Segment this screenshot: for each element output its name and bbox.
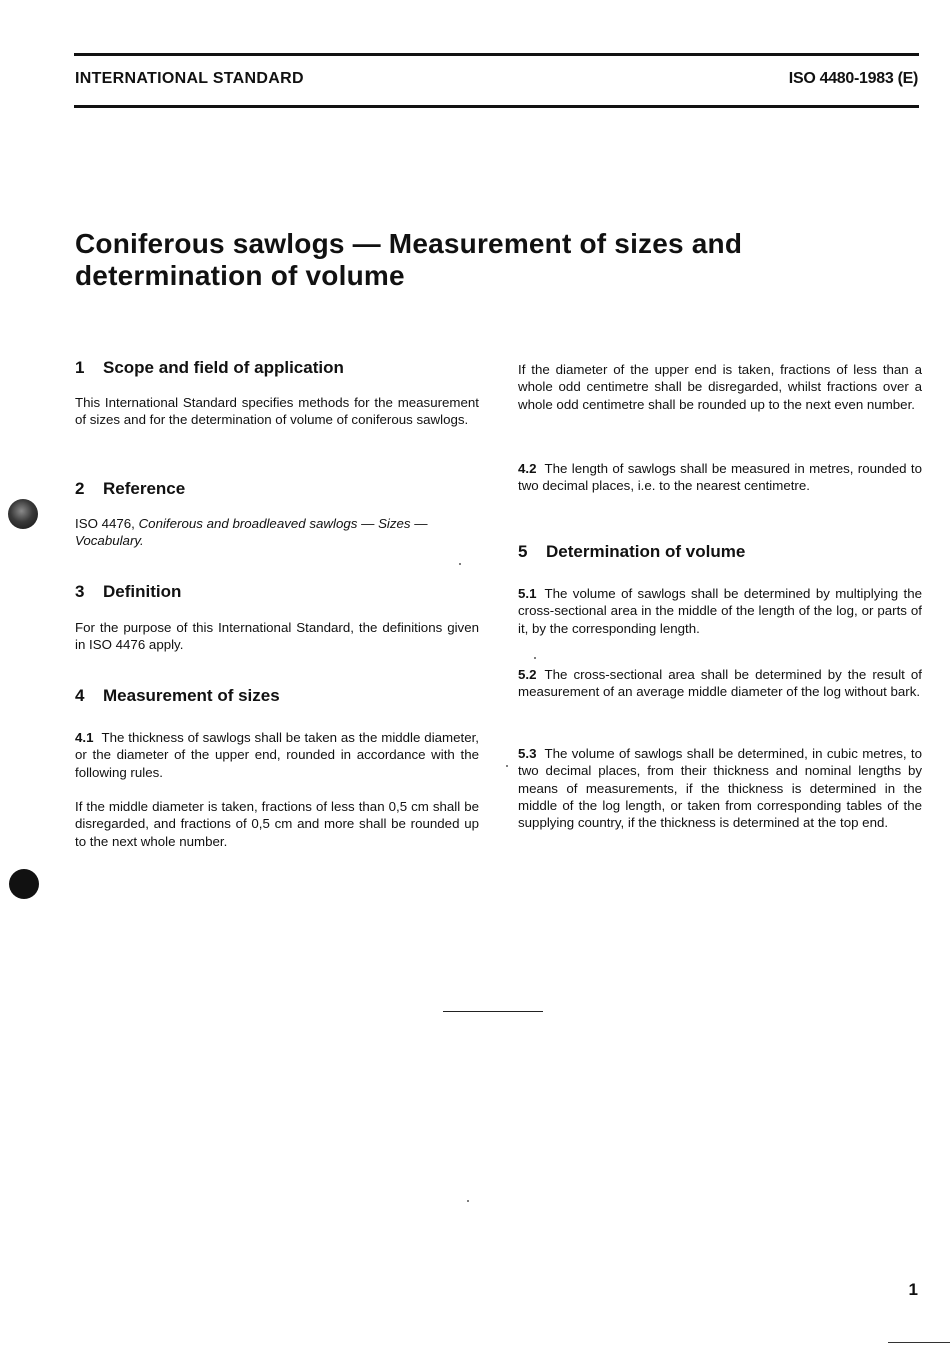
section-5-title: Determination of volume xyxy=(546,542,746,561)
section-3-text: For the purpose of this International Standard, the definitions given in ISO 4476 apply. xyxy=(75,620,479,653)
section-2-reference xyxy=(75,515,479,550)
clause-4-2-number: 4.2 xyxy=(518,461,537,476)
clause-4-1-text: The thickness of sawlogs shall be taken as the middle diameter, or the diameter of the upper end, rounded in accordance with the following rules. xyxy=(75,730,479,780)
reference-title: Coniferous and broadleaved sawlogs — Sizes — Vocabulary. xyxy=(75,516,428,549)
section-4-heading xyxy=(75,686,280,706)
clause-5-2-text: The cross-sectional area shall be determined by the result of measurement of an average middle diameter of the log without bark. xyxy=(518,667,922,700)
clause-5-3-number: 5.3 xyxy=(518,746,537,761)
clause-4-2 xyxy=(518,460,922,495)
header-bottom-rule xyxy=(74,105,919,108)
end-of-text-rule xyxy=(443,1011,543,1012)
page-number: 1 xyxy=(908,1280,918,1299)
standard-number: ISO 4480-1983 (E) xyxy=(788,70,918,87)
section-2-title: Reference xyxy=(103,479,186,498)
section-4-number: 4 xyxy=(75,686,85,705)
clause-5-1-number: 5.1 xyxy=(518,586,537,601)
section-1-number: 1 xyxy=(75,358,85,377)
clause-4-1 xyxy=(75,729,479,781)
page-title: Coniferous sawlogs — Measurement of sizes and determination of volume xyxy=(75,228,743,291)
section-3-number: 3 xyxy=(75,582,85,601)
section-5-number: 5 xyxy=(518,542,528,561)
section-2-number: 2 xyxy=(75,479,85,498)
section-2-heading xyxy=(75,479,185,499)
upper-diameter-rule: If the diameter of the upper end is taken, fractions of less than a whole odd centimetre shall be disregarded, whilst fractions over a whole odd centimetre shall be rounded up to the next even number. xyxy=(518,362,922,412)
punch-hole-top xyxy=(8,499,38,529)
section-3-heading xyxy=(75,582,181,602)
clause-5-1-text: The volume of sawlogs shall be determined by multiplying the cross-sectional area in the middle of the length of the log, or parts of it, by the corresponding length. xyxy=(518,586,922,636)
clause-5-1 xyxy=(518,585,922,637)
header-top-rule xyxy=(74,53,919,56)
scan-speck xyxy=(534,657,536,659)
scan-speck xyxy=(506,765,508,767)
section-3-title: Definition xyxy=(103,582,182,601)
document-type-label: INTERNATIONAL STANDARD xyxy=(75,70,304,87)
middle-diameter-rule: If the middle diameter is taken, fractions of less than 0,5 cm shall be disregarded, and fractions of 0,5 cm and more shall be rounded up to the next whole number. xyxy=(75,799,479,849)
clause-5-2-number: 5.2 xyxy=(518,667,537,682)
section-1-text: This International Standard specifies methods for the measurement of sizes and for the determination of volume of coniferous sawlogs. xyxy=(75,395,479,428)
section-1-title: Scope and field of application xyxy=(103,358,344,377)
punch-hole-bottom xyxy=(9,869,39,899)
clause-5-2 xyxy=(518,666,922,701)
clause-5-3 xyxy=(518,745,922,831)
clause-5-3-text: The volume of sawlogs shall be determined, in cubic metres, to two decimal places, from their thickness and nominal lengths by means of measurements, if the thickness is determined in the middle of the log length, or taken from corresponding tables of the supplying country, if the thickness is determined at the top end. xyxy=(518,746,922,831)
section-5-heading xyxy=(518,542,745,562)
page-edge-rule xyxy=(888,1342,950,1343)
section-4-title: Measurement of sizes xyxy=(103,686,280,705)
scan-speck xyxy=(467,1200,469,1202)
scan-speck xyxy=(459,563,461,565)
section-1-heading xyxy=(75,358,344,378)
clause-4-2-text: The length of sawlogs shall be measured in metres, rounded to two decimal places, i.e. to the nearest centimetre. xyxy=(518,461,922,494)
clause-4-1-number: 4.1 xyxy=(75,730,94,745)
reference-id: ISO 4476, xyxy=(75,516,135,531)
